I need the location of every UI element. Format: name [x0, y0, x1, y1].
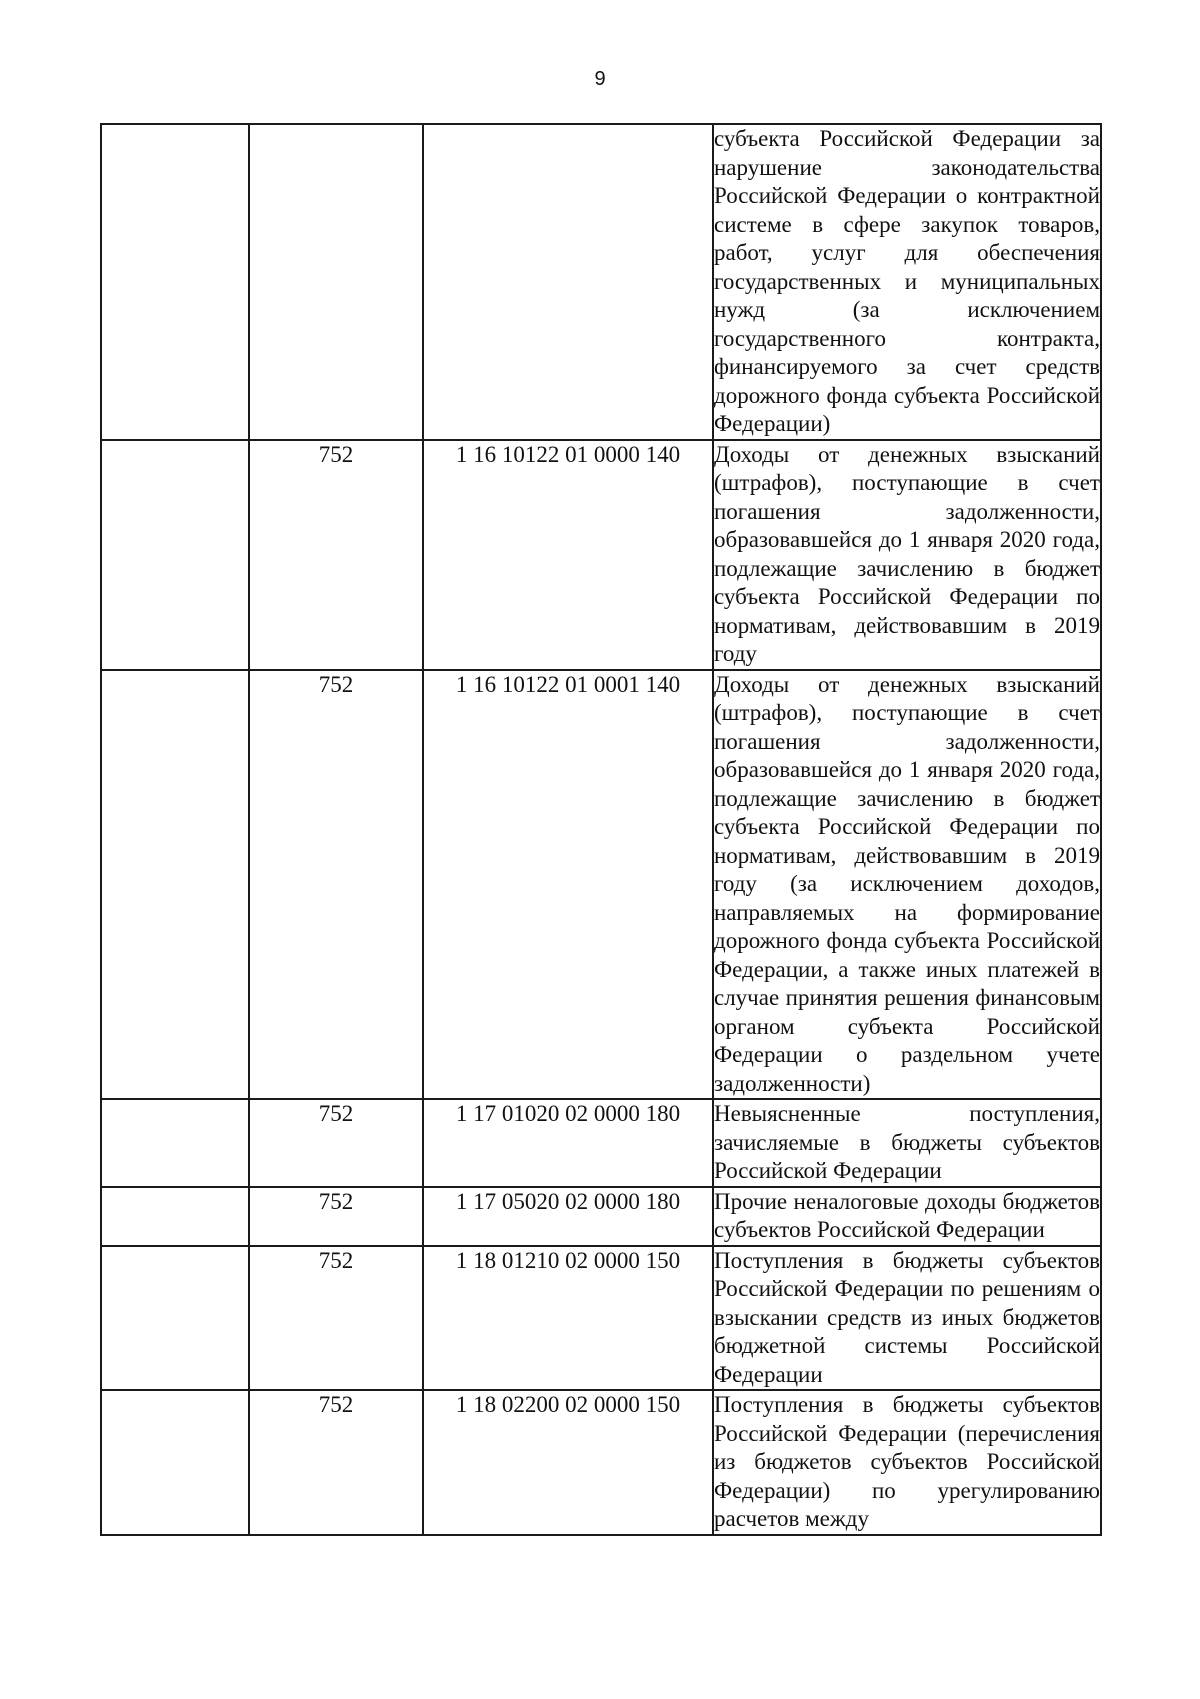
empty-cell: [101, 124, 249, 440]
page-number: 9: [594, 68, 606, 90]
description-cell: Прочие неналоговые доходы бюджетов субъектов Российской Федерации: [713, 1187, 1101, 1246]
empty-cell: [101, 670, 249, 1100]
kbk-code-cell: 1 18 02200 02 0000 150: [423, 1390, 713, 1535]
table-row: [101, 670, 1101, 1100]
admin-code-cell: 752: [249, 1099, 423, 1187]
kbk-code-cell: 1 16 10122 01 0001 140: [423, 670, 713, 1100]
admin-code-cell: 752: [249, 1390, 423, 1535]
description-cell: Доходы от денежных взысканий (штрафов), поступающие в счет погашения задолженности, образовавшейся до 1 января 2020 года, подлежащие зачислению в бюджет субъекта Российской Федерации по нормативам, действовавшим в 2019 году: [713, 440, 1101, 670]
empty-cell: [101, 1099, 249, 1187]
kbk-code-cell: 1 17 05020 02 0000 180: [423, 1187, 713, 1246]
empty-cell: [101, 1187, 249, 1246]
table-row: [101, 1246, 1101, 1391]
admin-code-cell: 752: [249, 670, 423, 1100]
kbk-code-cell: [423, 124, 713, 440]
admin-code-cell: 752: [249, 1246, 423, 1391]
admin-code-cell: [249, 124, 423, 440]
kbk-code-cell: 1 17 01020 02 0000 180: [423, 1099, 713, 1187]
empty-cell: [101, 440, 249, 670]
kbk-code-cell: 1 18 01210 02 0000 150: [423, 1246, 713, 1391]
description-cell: Поступления в бюджеты субъектов Российской Федерации по решениям о взыскании средств из иных бюджетов бюджетной системы Российской Федерации: [713, 1246, 1101, 1391]
admin-code-cell: 752: [249, 440, 423, 670]
table-row: [101, 124, 1101, 440]
table-row: [101, 440, 1101, 670]
description-cell: субъекта Российской Федерации за нарушение законодательства Российской Федерации о контрактной системе в сфере закупок товаров, работ, услуг для обеспечения государственных и муниципальных нужд (за исключением государственного контракта, финансируемого за счет средств дорожного фонда субъекта Российской Федерации): [713, 124, 1101, 440]
table-row: [101, 1099, 1101, 1187]
table-row: [101, 1390, 1101, 1535]
empty-cell: [101, 1246, 249, 1391]
table-row: [101, 1187, 1101, 1246]
empty-cell: [101, 1390, 249, 1535]
description-cell: Невыясненные поступления, зачисляемые в бюджеты субъектов Российской Федерации: [713, 1099, 1101, 1187]
revenue-codes-table: [100, 123, 1102, 1536]
admin-code-cell: 752: [249, 1187, 423, 1246]
kbk-code-cell: 1 16 10122 01 0000 140: [423, 440, 713, 670]
description-cell: Поступления в бюджеты субъектов Российской Федерации (перечисления из бюджетов субъектов Российской Федерации) по урегулированию расчетов между: [713, 1390, 1101, 1535]
description-cell: Доходы от денежных взысканий (штрафов), поступающие в счет погашения задолженности, образовавшейся до 1 января 2020 года, подлежащие зачислению в бюджет субъекта Российской Федерации по нормативам, действовавшим в 2019 году (за исключением доходов, направляемых на формирование дорожного фонда субъекта Российской Федерации, а также иных платежей в случае принятия решения финансовым органом субъекта Российской Федерации о раздельном учете задолженности): [713, 670, 1101, 1100]
